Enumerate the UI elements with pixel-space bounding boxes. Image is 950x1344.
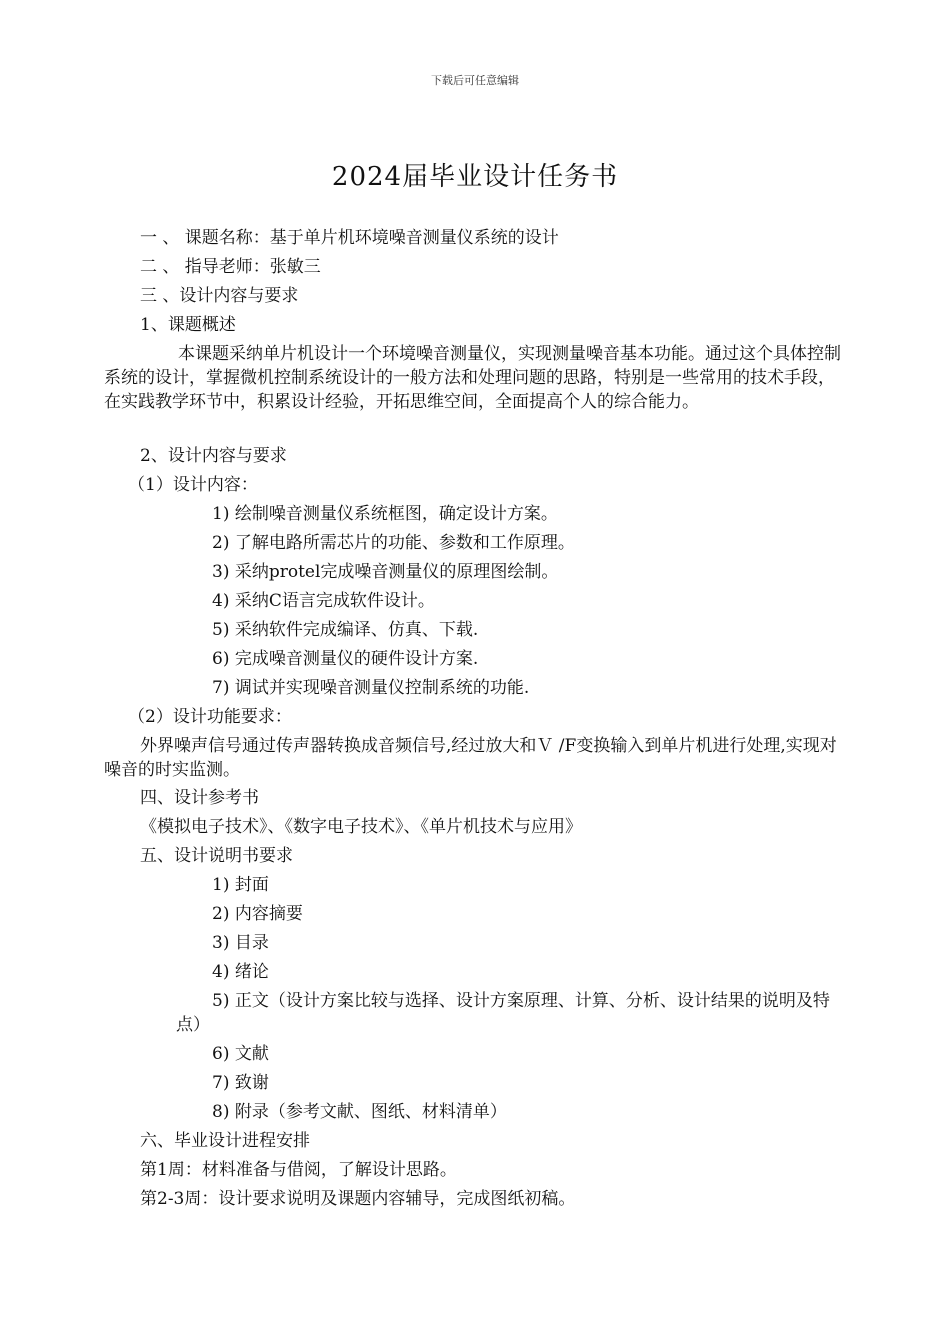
spec-item: 8) 附录（参考文献、图纸、材料清单） (212, 1102, 507, 1122)
schedule-item: 第2-3周：设计要求说明及课题内容辅导，完成图纸初稿。 (140, 1189, 576, 1209)
spec-item: 6) 文献 (212, 1044, 269, 1064)
subsection-overview-heading: 1、课题概述 (140, 315, 236, 335)
content-item: 6) 完成噪音测量仪的硬件设计方案. (212, 649, 479, 669)
subsection-content-heading: 2、设计内容与要求 (140, 446, 287, 466)
spec-item: 7) 致谢 (212, 1073, 269, 1093)
content-item: 3) 采纳protel完成噪音测量仪的原理图绘制。 (212, 562, 559, 582)
content-item: 4) 采纳C语言完成软件设计。 (212, 591, 435, 611)
content-item: 2) 了解电路所需芯片的功能、参数和工作原理。 (212, 533, 575, 553)
section-schedule-heading: 六、毕业设计进程安排 (140, 1131, 310, 1151)
content-item: 1) 绘制噪音测量仪系统框图，确定设计方案。 (212, 504, 558, 524)
spec-item: 2) 内容摘要 (212, 904, 303, 924)
content-item: 7) 调试并实现噪音测量仪控制系统的功能. (212, 678, 530, 698)
document-title: 2024届毕业设计任务书 (331, 162, 619, 192)
section-references-heading: 四、设计参考书 (140, 788, 259, 808)
section-topic: 一 、 课题名称：基于单片机环境噪音测量仪系统的设计 (140, 228, 559, 248)
spec-item: 4) 绪论 (212, 962, 269, 982)
section-advisor: 二 、 指导老师：张敏三 (140, 257, 321, 277)
spec-item: 3) 目录 (212, 933, 269, 953)
spec-item: 5) 正文（设计方案比较与选择、设计方案原理、计算、分析、设计结果的说明及特点） (176, 991, 830, 1035)
function-list-heading: （2）设计功能要求： (128, 707, 292, 727)
references-list: 《模拟电子技术》、《数字电子技术》、《单片机技术与应用》 (140, 817, 582, 837)
page-header: 下载后可任意编辑 (431, 74, 519, 87)
overview-paragraph: 本课题采纳单片机设计一个环境噪音测量仪，实现测量噪音基本功能。通过这个具体控制系统的设计，掌握微机控制系统设计的一般方法和处理问题的思路，特别是一些常用的技术手段，在实践教学环节中，积累设计经验，开拓思维空间，全面提高个人的综合能力。 (104, 344, 841, 412)
section-spec-heading: 五、设计说明书要求 (140, 846, 293, 866)
function-paragraph: 外界噪声信号通过传声器转换成音频信号,经过放大和Ｖ /F变换输入到单片机进行处理,实现对噪音的时实监测。 (104, 736, 837, 780)
schedule-item: 第1周：材料准备与借阅，了解设计思路。 (140, 1160, 457, 1180)
spec-item: 1) 封面 (212, 875, 269, 895)
content-item: 5) 采纳软件完成编译、仿真、下载. (212, 620, 479, 640)
section-design-heading: 三 、设计内容与要求 (140, 286, 299, 306)
content-list-heading: （1）设计内容： (128, 475, 258, 495)
